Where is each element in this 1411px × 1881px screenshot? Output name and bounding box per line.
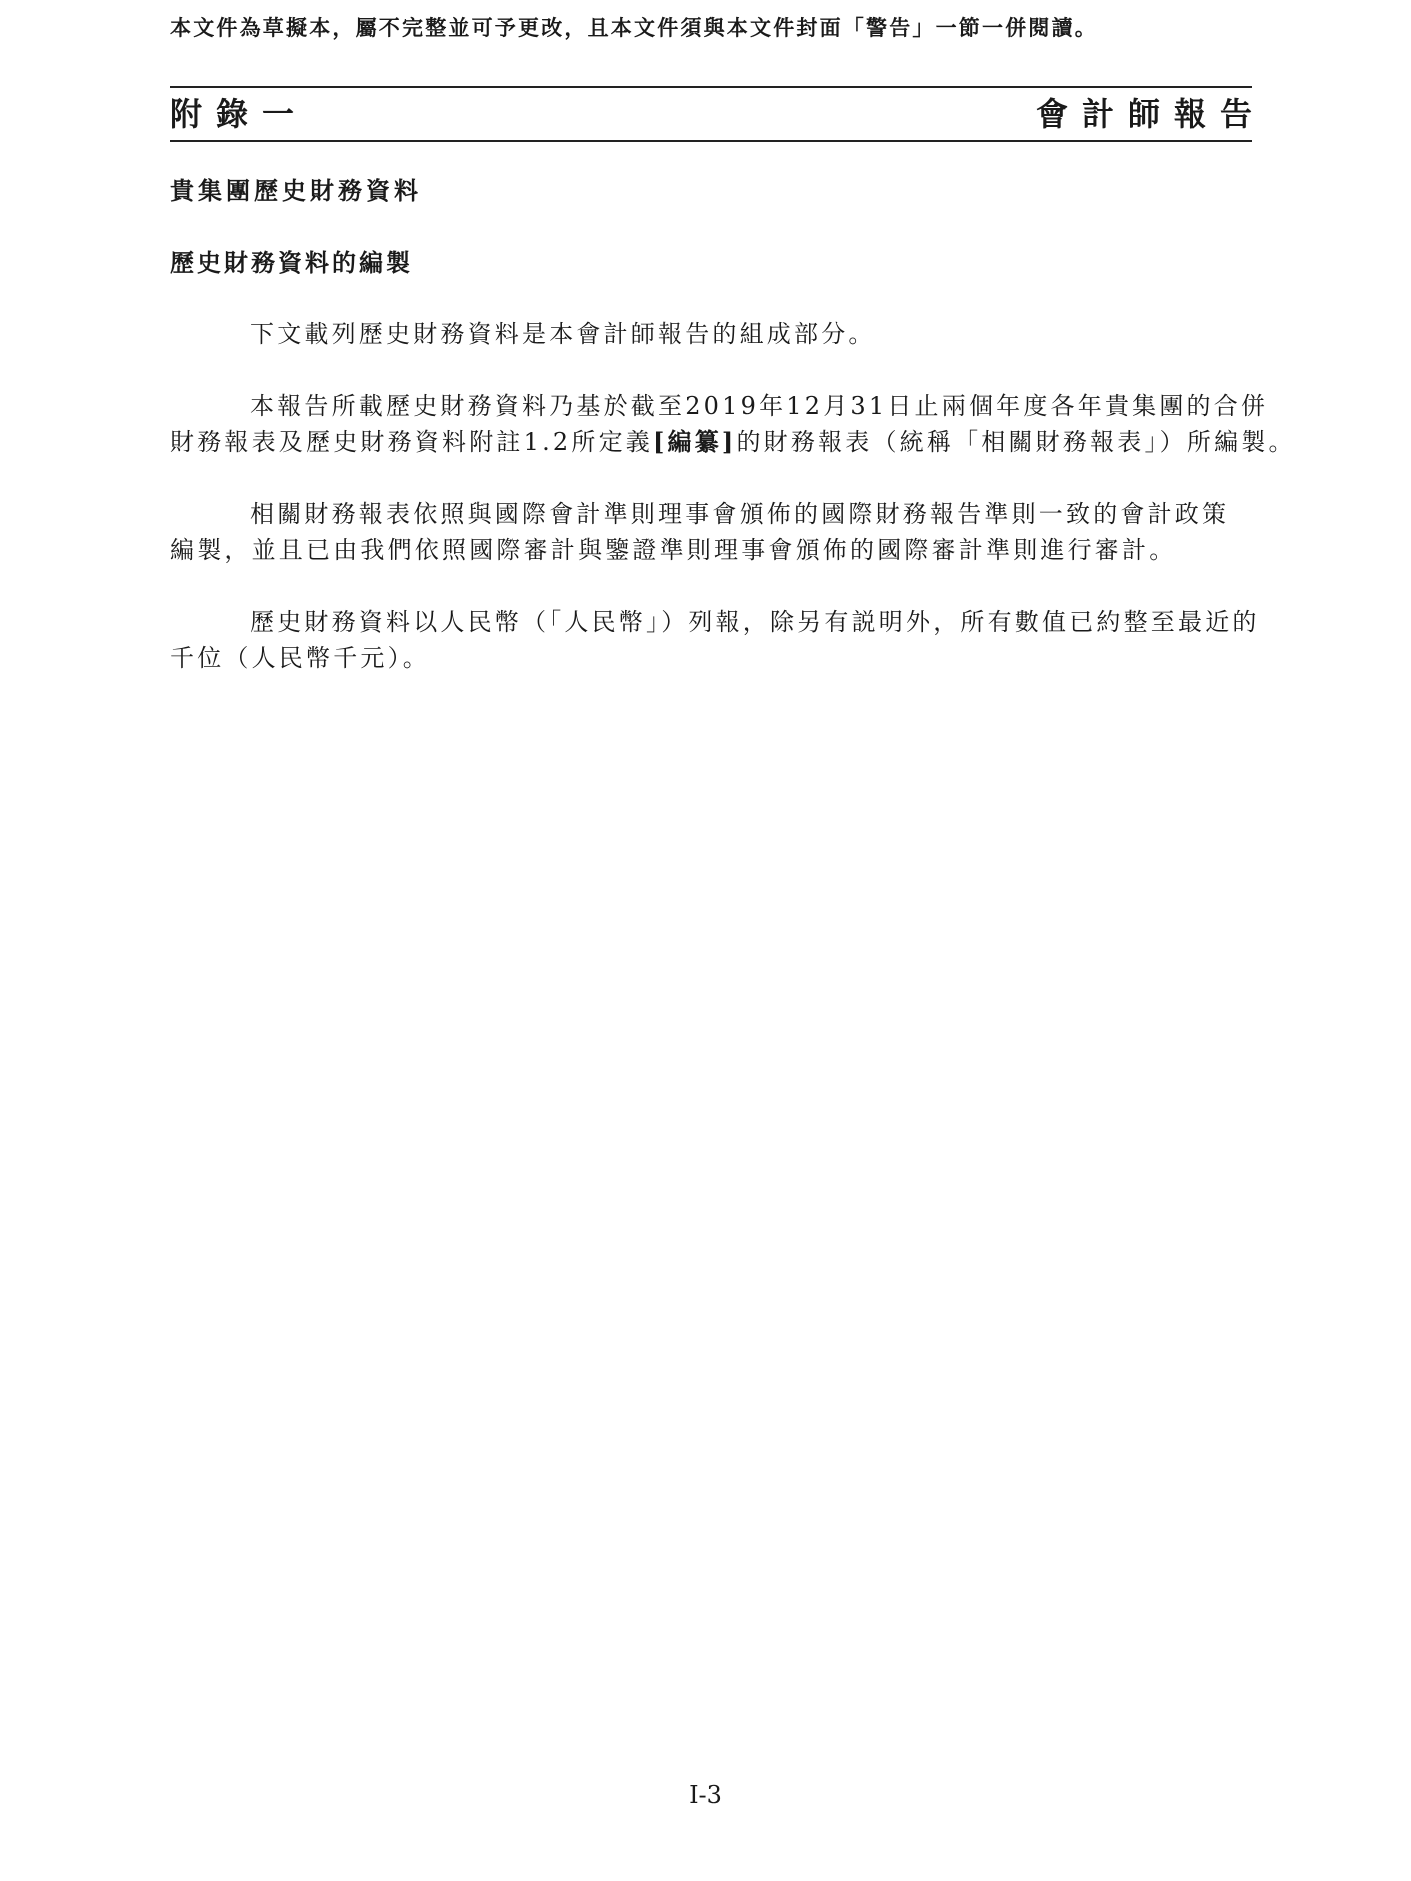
paragraph-4-line-2: 千位（人民幣千元）。 [170,644,430,672]
paragraph-2-line-1: 本報告所載歷史財務資料乃基於截至2019年12月31日止兩個年度各年貴集團的合併 [250,392,1269,420]
running-header [170,86,1266,142]
paragraph-4-line-1: 歷史財務資料以人民幣（「人民幣」）列報，除另有説明外，所有數值已約整至最近的 [250,608,1260,636]
paragraph-3-line-2: 編製，並且已由我們依照國際審計與鑒證準則理事會頒佈的國際審計準則進行審計。 [170,536,1177,564]
sub-title: 歷史財務資料的編製 [170,248,413,277]
section-title: 貴集團歷史財務資料 [170,176,422,205]
paragraph-2-line-2 [170,424,1296,460]
paragraph-2 [170,388,1296,460]
page-number: I-3 [689,1781,722,1809]
paragraph-3 [170,496,1252,568]
redacted-placeholder: [編纂] [652,427,737,456]
paragraph-3-line-1: 相關財務報表依照與國際會計準則理事會頒佈的國際財務報告準則一致的會計政策 [250,500,1230,528]
appendix-label: 附錄一 [170,95,309,133]
paragraph-1 [170,316,1252,352]
paragraph-1-line-1: 下文載列歷史財務資料是本會計師報告的組成部分。 [250,320,876,348]
draft-warning-notice: 本文件為草擬本，屬不完整並可予更改，且本文件須與本文件封面「警告」一節一併閱讀。 [170,15,1098,40]
report-title: 會計師報告 [1035,95,1266,133]
paragraph-4 [170,604,1260,676]
paragraph-2-line-2-text-b: 的財務報表（統稱「相關財務報表」）所編製。 [736,428,1296,456]
paragraph-2-line-2-text-a: 財務報表及歷史財務資料附註1.2所定義 [170,428,653,456]
